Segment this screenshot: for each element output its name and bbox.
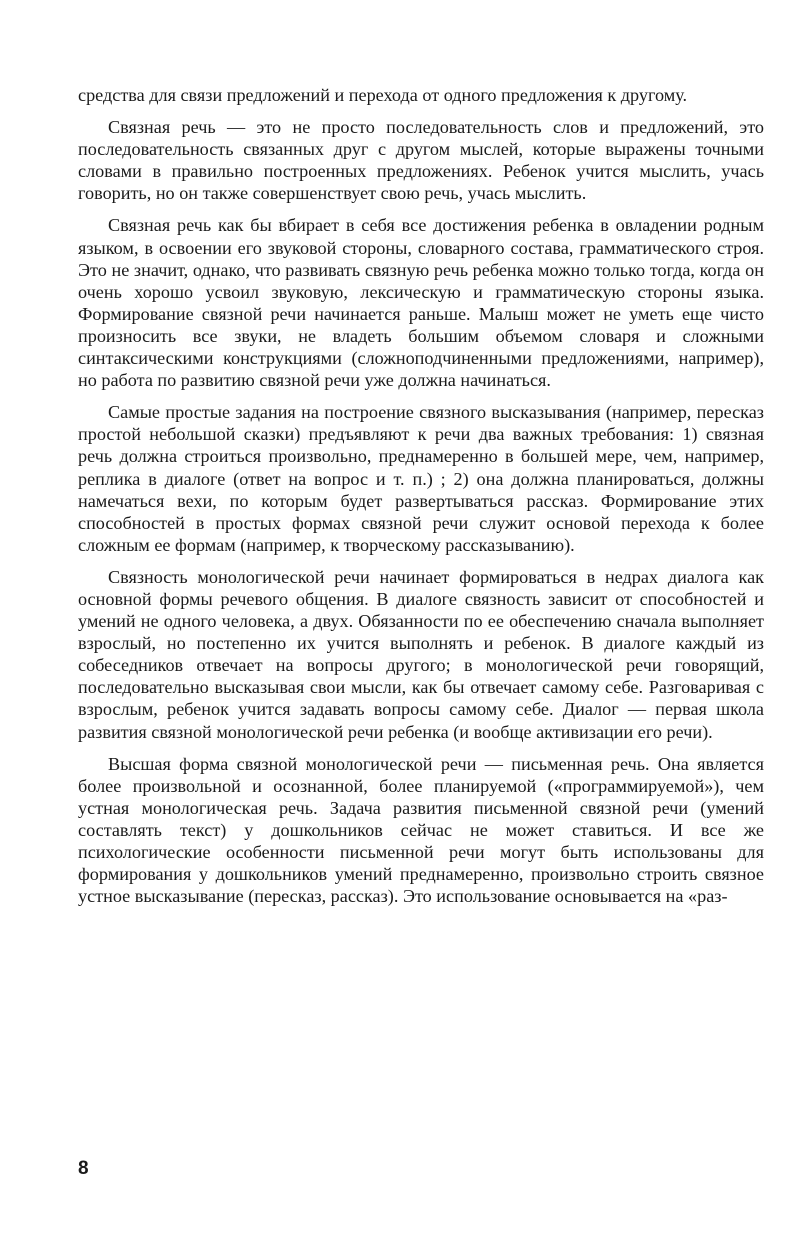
paragraph-4: Самые простые задания на построение связного высказывания (например, пересказ простой небольшой сказки) предъявляют к речи два важных требования: 1) связная речь должна строиться произвольно, преднамеренно в большей мере, чем, например, реплика в диалоге (ответ на вопрос и т. п.) ; 2) она должна планироваться, должны намечаться вехи, по которым будет развертываться рассказ. Формирование этих способностей в простых формах связной речи служит основой перехода к более сложным ее формам (например, к творческому рассказыванию). [78, 402, 764, 555]
paragraph-3: Связная речь как бы вбирает в себя все достижения ребенка в овладении родным языком, в освоении его звуковой стороны, словарного состава, грамматического строя. Это не значит, однако, что развивать связную речь ребенка можно только тогда, когда он очень хорошо усвоил звуковую, лексическую и грамматическую стороны языка. Формирование связной речи начинается раньше. Малыш может не уметь еще чисто произносить все звуки, не владеть большим объемом словаря и сложными синтаксическими конструкциями (сложноподчиненными предложениями, например), но работа по развитию связной речи уже должна начинаться. [78, 215, 764, 391]
paragraph-6: Высшая форма связной монологической речи — письменная речь. Она является более произвольной и осознанной, более планируемой («программируемой»), чем устная монологическая речь. Задача развития письменной связной речи (умений составлять текст) у дошкольников сейчас не может ставиться. И все же психологические особенности письменной речи могут быть использованы для формирования у дошкольников умений преднамеренно, произвольно строить связное устное высказывание (пересказ, рассказ). Это использование основывается на «раз- [78, 753, 764, 907]
page-body [78, 84, 764, 917]
page-number: 8 [78, 1158, 89, 1179]
paragraph-1: средства для связи предложений и перехода от одного предложения к другому. [78, 85, 688, 105]
paragraph-5: Связность монологической речи начинает формироваться в недрах диалога как основной формы речевого общения. В диалоге связность зависит от способностей и умений не одного человека, а двух. Обязанности по ее обеспечению сначала выполняет взрослый, но постепенно их учится выполнять и ребенок. В диалоге каждый из собеседников отвечает на вопросы другого; в монологической речи говорящий, последовательно высказывая свои мысли, как бы отвечает самому себе. Разговаривая с взрослым, ребенок учится задавать вопросы самому себе. Диалог — первая школа развития связной монологической речи ребенка (и вообще активизации его речи). [78, 566, 764, 742]
paragraph-2: Связная речь — это не просто последовательность слов и предложений, это последовательность связанных друг с другом мыслей, которые выражены точными словами в правильно построенных предложениях. Ребенок учится мыслить, учась говорить, но он также совершенствует свою речь, учась мыслить. [78, 117, 764, 204]
